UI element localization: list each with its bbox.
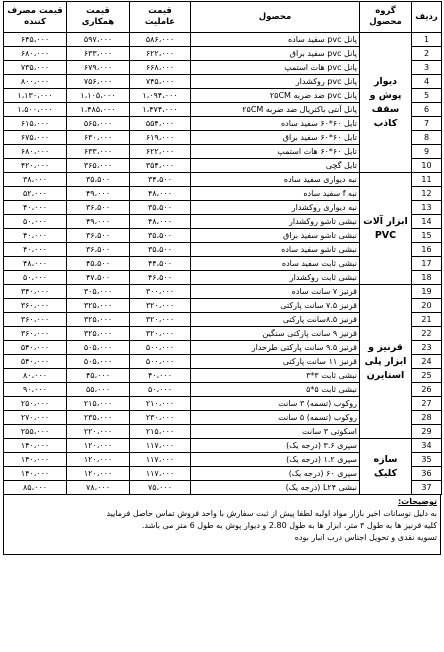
agency-price-cell: ۴۴،۵۰۰ [130, 257, 191, 271]
row-number-cell: 13 [412, 201, 442, 215]
product-name-cell: پانل pvc سفید ساده [191, 33, 360, 47]
product-group-cell: سازه کلیک [360, 439, 412, 495]
consumer-price-cell: ۱۴۰،۰۰۰ [4, 467, 67, 481]
agency-price-cell: ۱۱۷،۰۰۰ [130, 453, 191, 467]
header-product: محصول [191, 2, 360, 33]
agency-price-cell: ۴۶،۵۰۰ [130, 271, 191, 285]
consumer-price-cell: ۹۰،۰۰۰ [4, 383, 67, 397]
consumer-price-cell: ۲۷۰،۰۰۰ [4, 411, 67, 425]
row-number-cell: 15 [412, 229, 442, 243]
row-number-cell: 19 [412, 285, 442, 299]
consumer-price-cell: ۳۶۰،۰۰۰ [4, 299, 67, 313]
partner-price-cell: ۶۷۹،۰۰۰ [67, 61, 130, 75]
consumer-price-cell: ۵۰،۰۰۰ [4, 271, 67, 285]
agency-price-cell: ۳۴،۵۰۰ [130, 173, 191, 187]
row-number-cell: 28 [412, 411, 442, 425]
notes-title: توضیحات: [397, 497, 437, 506]
agency-price-cell: ۷۵،۰۰۰ [130, 481, 191, 495]
product-name-cell: پانل آنتی باکتریال ضد ضربه ۲۵CM [191, 103, 360, 117]
row-number-cell: 29 [412, 425, 442, 439]
partner-price-cell: ۳۶،۵۰۰ [67, 243, 130, 257]
product-name-cell: نبشی ثابت سفید ساده [191, 257, 360, 271]
row-number-cell: 4 [412, 75, 442, 89]
row-number-cell: 25 [412, 369, 442, 383]
consumer-price-cell: ۳۴۰،۰۰۰ [4, 285, 67, 299]
product-name-cell: قرنیز ۱۱ سانت پارکتی [191, 355, 360, 369]
agency-price-cell: ۵۵۴،۰۰۰ [130, 117, 191, 131]
partner-price-cell: ۳۵،۵۰۰ [67, 173, 130, 187]
product-name-cell: پانل pvc ضد ضربه ۲۵CM [191, 89, 360, 103]
note-line: تسویه نقدی و تحویل اجناس درب انبار بوده [294, 533, 437, 542]
row-number-cell: 36 [412, 467, 442, 481]
partner-price-cell: ۴۹،۰۰۰ [67, 215, 130, 229]
partner-price-cell: ۱۲۰،۰۰۰ [67, 439, 130, 453]
agency-price-cell: ۳۲۰،۰۰۰ [130, 327, 191, 341]
consumer-price-cell: ۸۰۰،۰۰۰ [4, 75, 67, 89]
header-row-number: ردیف [412, 2, 442, 33]
product-group-cell: قرنیز و ابزار پلی استایرن [360, 285, 412, 439]
row-number-cell: 9 [412, 145, 442, 159]
agency-price-cell: ۴۸،۰۰۰ [130, 187, 191, 201]
agency-price-cell: ۶۲۲،۰۰۰ [130, 47, 191, 61]
row-number-cell: 24 [412, 355, 442, 369]
agency-price-cell: ۳۵۴،۰۰۰ [130, 159, 191, 173]
product-name-cell: نبشی L۲۴ (درجه یک) [191, 481, 360, 495]
table-row [4, 33, 442, 47]
partner-price-cell: ۳۰۵،۰۰۰ [67, 285, 130, 299]
consumer-price-cell: ۲۵۵،۰۰۰ [4, 425, 67, 439]
consumer-price-cell: ۱۴۰،۰۰۰ [4, 453, 67, 467]
partner-price-cell: ۲۳۵،۰۰۰ [67, 411, 130, 425]
consumer-price-cell: ۴۰،۰۰۰ [4, 201, 67, 215]
row-number-cell: 20 [412, 299, 442, 313]
partner-price-cell: ۴۷،۵۰۰ [67, 271, 130, 285]
header-agency-price: قیمت عاملیت [130, 2, 191, 33]
consumer-price-cell: ۱،۵۰۰،۰۰۰ [4, 103, 67, 117]
consumer-price-cell: ۶۸۰،۰۰۰ [4, 145, 67, 159]
row-number-cell: 1 [412, 33, 442, 47]
table-row [4, 173, 442, 187]
consumer-price-cell: ۱۴۰،۰۰۰ [4, 439, 67, 453]
product-name-cell: تایل ۶۰*۶۰ هات استمپ [191, 145, 360, 159]
consumer-price-cell: ۱،۱۳۰،۰۰۰ [4, 89, 67, 103]
partner-price-cell: ۵۶۵،۰۰۰ [67, 117, 130, 131]
consumer-price-cell: ۳۶۰،۰۰۰ [4, 313, 67, 327]
product-name-cell: نبشی ثابت روکشدار [191, 271, 360, 285]
agency-price-cell: ۳۵،۵۰۰ [130, 243, 191, 257]
consumer-price-cell: ۴۸،۰۰۰ [4, 257, 67, 271]
row-number-cell: 18 [412, 271, 442, 285]
agency-price-cell: ۵۰۰،۰۰۰ [130, 341, 191, 355]
product-name-cell: نبشی تاشو سفید ساده [191, 243, 360, 257]
agency-price-cell: ۳۲۰،۰۰۰ [130, 313, 191, 327]
product-name-cell: سپری ۶۰ (درجه یک) [191, 467, 360, 481]
product-name-cell: قرنیز ۷.۵ سانت پارکتی [191, 299, 360, 313]
product-name-cell: نبه دیواری سفید ساده [191, 173, 360, 187]
product-name-cell: نبشی تاشو سفید براق [191, 229, 360, 243]
consumer-price-cell: ۳۶۰،۰۰۰ [4, 327, 67, 341]
note-line: به دلیل نوسانات اخیر بازار مواد اولیه لطفا پیش از ثبت سفارش با واحد فروش تماس حاصل فرمایید [106, 509, 437, 518]
consumer-price-cell: ۶۸۰،۰۰۰ [4, 47, 67, 61]
agency-price-cell: ۶۶۸،۰۰۰ [130, 61, 191, 75]
table-body [4, 33, 442, 495]
row-number-cell: 34 [412, 439, 442, 453]
row-number-cell: 35 [412, 453, 442, 467]
product-name-cell: نبشی ثابت ۳*۳ [191, 369, 360, 383]
product-name-cell: اسکوتی ۳ سانت [191, 425, 360, 439]
agency-price-cell: ۶۲۲،۰۰۰ [130, 145, 191, 159]
product-name-cell: قرنیز ۸.۵سانت پارکتی [191, 313, 360, 327]
agency-price-cell: ۱،۰۹۴،۰۰۰ [130, 89, 191, 103]
row-number-cell: 16 [412, 243, 442, 257]
product-name-cell: نبه f سفید ساده [191, 187, 360, 201]
row-number-cell: 10 [412, 159, 442, 173]
agency-price-cell: ۵۰۰،۰۰۰ [130, 355, 191, 369]
partner-price-cell: ۵۹۷،۰۰۰ [67, 33, 130, 47]
agency-price-cell: ۳۵،۵۰۰ [130, 201, 191, 215]
consumer-price-cell: ۸۵،۰۰۰ [4, 481, 67, 495]
partner-price-cell: ۱،۴۸۵،۰۰۰ [67, 103, 130, 117]
product-name-cell: سپری ۱.۲ (درجه یک) [191, 453, 360, 467]
row-number-cell: 2 [412, 47, 442, 61]
partner-price-cell: ۶۳۰،۰۰۰ [67, 131, 130, 145]
partner-price-cell: ۳۲۵،۰۰۰ [67, 313, 130, 327]
partner-price-cell: ۶۳۳،۰۰۰ [67, 145, 130, 159]
header-product-group: گروه محصول [360, 2, 412, 33]
product-name-cell: پانل pvc روکشدار [191, 75, 360, 89]
product-name-cell: روکوب (تسمه) ۵ سانت [191, 411, 360, 425]
product-name-cell: نبه دیواری روکشدار [191, 201, 360, 215]
product-group-cell: ابزار آلات PVC [360, 173, 412, 285]
product-name-cell: نبشی ثابت ۵*۵ [191, 383, 360, 397]
partner-price-cell: ۲۲۰،۰۰۰ [67, 425, 130, 439]
partner-price-cell: ۴۵،۵۰۰ [67, 257, 130, 271]
agency-price-cell: ۳۲۰،۰۰۰ [130, 299, 191, 313]
row-number-cell: 23 [412, 341, 442, 355]
agency-price-cell: ۲۳۰،۰۰۰ [130, 411, 191, 425]
row-number-cell: 27 [412, 397, 442, 411]
partner-price-cell: ۴۵،۰۰۰ [67, 369, 130, 383]
row-number-cell: 14 [412, 215, 442, 229]
price-table [3, 1, 442, 495]
product-name-cell: قرنیز ۷ سانت ساده [191, 285, 360, 299]
consumer-price-cell: ۵۲،۰۰۰ [4, 187, 67, 201]
row-number-cell: 21 [412, 313, 442, 327]
product-name-cell: پانل pvc سفید براق [191, 47, 360, 61]
product-name-cell: تایل گچی [191, 159, 360, 173]
row-number-cell: 3 [412, 61, 442, 75]
consumer-price-cell: ۵۰،۰۰۰ [4, 215, 67, 229]
agency-price-cell: ۱۱۷،۰۰۰ [130, 467, 191, 481]
note-line: کلیه قرنیز ها به طول ۳ متر، ابزار ها به طول 2.80 و دیوار پوش به طول 6 متر می باشد. [141, 521, 437, 530]
partner-price-cell: ۱۲۰،۰۰۰ [67, 467, 130, 481]
header-consumer-price: قیمت مصرف کننده [4, 2, 67, 33]
product-name-cell: نبشی تاشو روکشدار [191, 215, 360, 229]
partner-price-cell: ۵۰۵،۰۰۰ [67, 355, 130, 369]
header-partner-price: قیمت همکاری [67, 2, 130, 33]
consumer-price-cell: ۵۴۰،۰۰۰ [4, 355, 67, 369]
consumer-price-cell: ۶۴۵،۰۰۰ [4, 33, 67, 47]
product-name-cell: قرنیز ۹ سانت پارکتی سنگین [191, 327, 360, 341]
consumer-price-cell: ۵۴۰،۰۰۰ [4, 341, 67, 355]
row-number-cell: 7 [412, 117, 442, 131]
agency-price-cell: ۵۰،۰۰۰ [130, 383, 191, 397]
partner-price-cell: ۲۱۵،۰۰۰ [67, 397, 130, 411]
agency-price-cell: ۴۸،۰۰۰ [130, 215, 191, 229]
row-number-cell: 37 [412, 481, 442, 495]
row-number-cell: 8 [412, 131, 442, 145]
row-number-cell: 6 [412, 103, 442, 117]
agency-price-cell: ۳۵،۵۰۰ [130, 229, 191, 243]
product-name-cell: قرنیز ۹.۵ سانت پارکتی طرحدار [191, 341, 360, 355]
product-name-cell: تایل ۶۰*۶۰ سفید ساده [191, 117, 360, 131]
table-row [4, 439, 442, 453]
partner-price-cell: ۳۶،۵۰۰ [67, 229, 130, 243]
partner-price-cell: ۵۵،۰۰۰ [67, 383, 130, 397]
partner-price-cell: ۱،۱۰۵،۰۰۰ [67, 89, 130, 103]
agency-price-cell: ۴۰،۰۰۰ [130, 369, 191, 383]
row-number-cell: 5 [412, 89, 442, 103]
row-number-cell: 12 [412, 187, 442, 201]
product-name-cell: روکوب (تسمه) ۳ سانت [191, 397, 360, 411]
consumer-price-cell: ۴۲۰،۰۰۰ [4, 159, 67, 173]
partner-price-cell: ۳۲۵،۰۰۰ [67, 327, 130, 341]
product-name-cell: پانل pvc هات استمپ [191, 61, 360, 75]
agency-price-cell: ۱،۴۷۴،۰۰۰ [130, 103, 191, 117]
agency-price-cell: ۳۰۰،۰۰۰ [130, 285, 191, 299]
row-number-cell: 22 [412, 327, 442, 341]
partner-price-cell: ۷۸،۰۰۰ [67, 481, 130, 495]
row-number-cell: 11 [412, 173, 442, 187]
consumer-price-cell: ۴۰،۰۰۰ [4, 243, 67, 257]
partner-price-cell: ۴۹،۰۰۰ [67, 187, 130, 201]
row-number-cell: 17 [412, 257, 442, 271]
consumer-price-cell: ۳۸،۰۰۰ [4, 173, 67, 187]
agency-price-cell: ۲۱۵،۰۰۰ [130, 425, 191, 439]
consumer-price-cell: ۶۱۵،۰۰۰ [4, 117, 67, 131]
partner-price-cell: ۷۵۶،۰۰۰ [67, 75, 130, 89]
agency-price-cell: ۵۸۶،۰۰۰ [130, 33, 191, 47]
consumer-price-cell: ۴۰،۰۰۰ [4, 229, 67, 243]
partner-price-cell: ۳۲۵،۰۰۰ [67, 299, 130, 313]
table-row [4, 285, 442, 299]
consumer-price-cell: ۶۷۵،۰۰۰ [4, 131, 67, 145]
consumer-price-cell: ۲۵۰،۰۰۰ [4, 397, 67, 411]
product-name-cell: تایل ۶۰*۶۰ سفید براق [191, 131, 360, 145]
product-name-cell: سپری ۳.۶ (درجه یک) [191, 439, 360, 453]
consumer-price-cell: ۸۰،۰۰۰ [4, 369, 67, 383]
partner-price-cell: ۶۳۳،۰۰۰ [67, 47, 130, 61]
price-list-sheet [3, 1, 441, 555]
row-number-cell: 26 [412, 383, 442, 397]
partner-price-cell: ۳۶،۵۰۰ [67, 201, 130, 215]
partner-price-cell: ۱۲۰،۰۰۰ [67, 453, 130, 467]
agency-price-cell: ۶۱۹،۰۰۰ [130, 131, 191, 145]
partner-price-cell: ۳۶۵،۰۰۰ [67, 159, 130, 173]
agency-price-cell: ۲۱۰،۰۰۰ [130, 397, 191, 411]
consumer-price-cell: ۷۳۵،۰۰۰ [4, 61, 67, 75]
notes-section [3, 495, 441, 555]
partner-price-cell: ۵۰۵،۰۰۰ [67, 341, 130, 355]
agency-price-cell: ۱۱۷،۰۰۰ [130, 439, 191, 453]
product-group-cell: دیوار پوش و سقف کاذب [360, 33, 412, 173]
agency-price-cell: ۷۴۵،۰۰۰ [130, 75, 191, 89]
header-row [4, 2, 442, 33]
